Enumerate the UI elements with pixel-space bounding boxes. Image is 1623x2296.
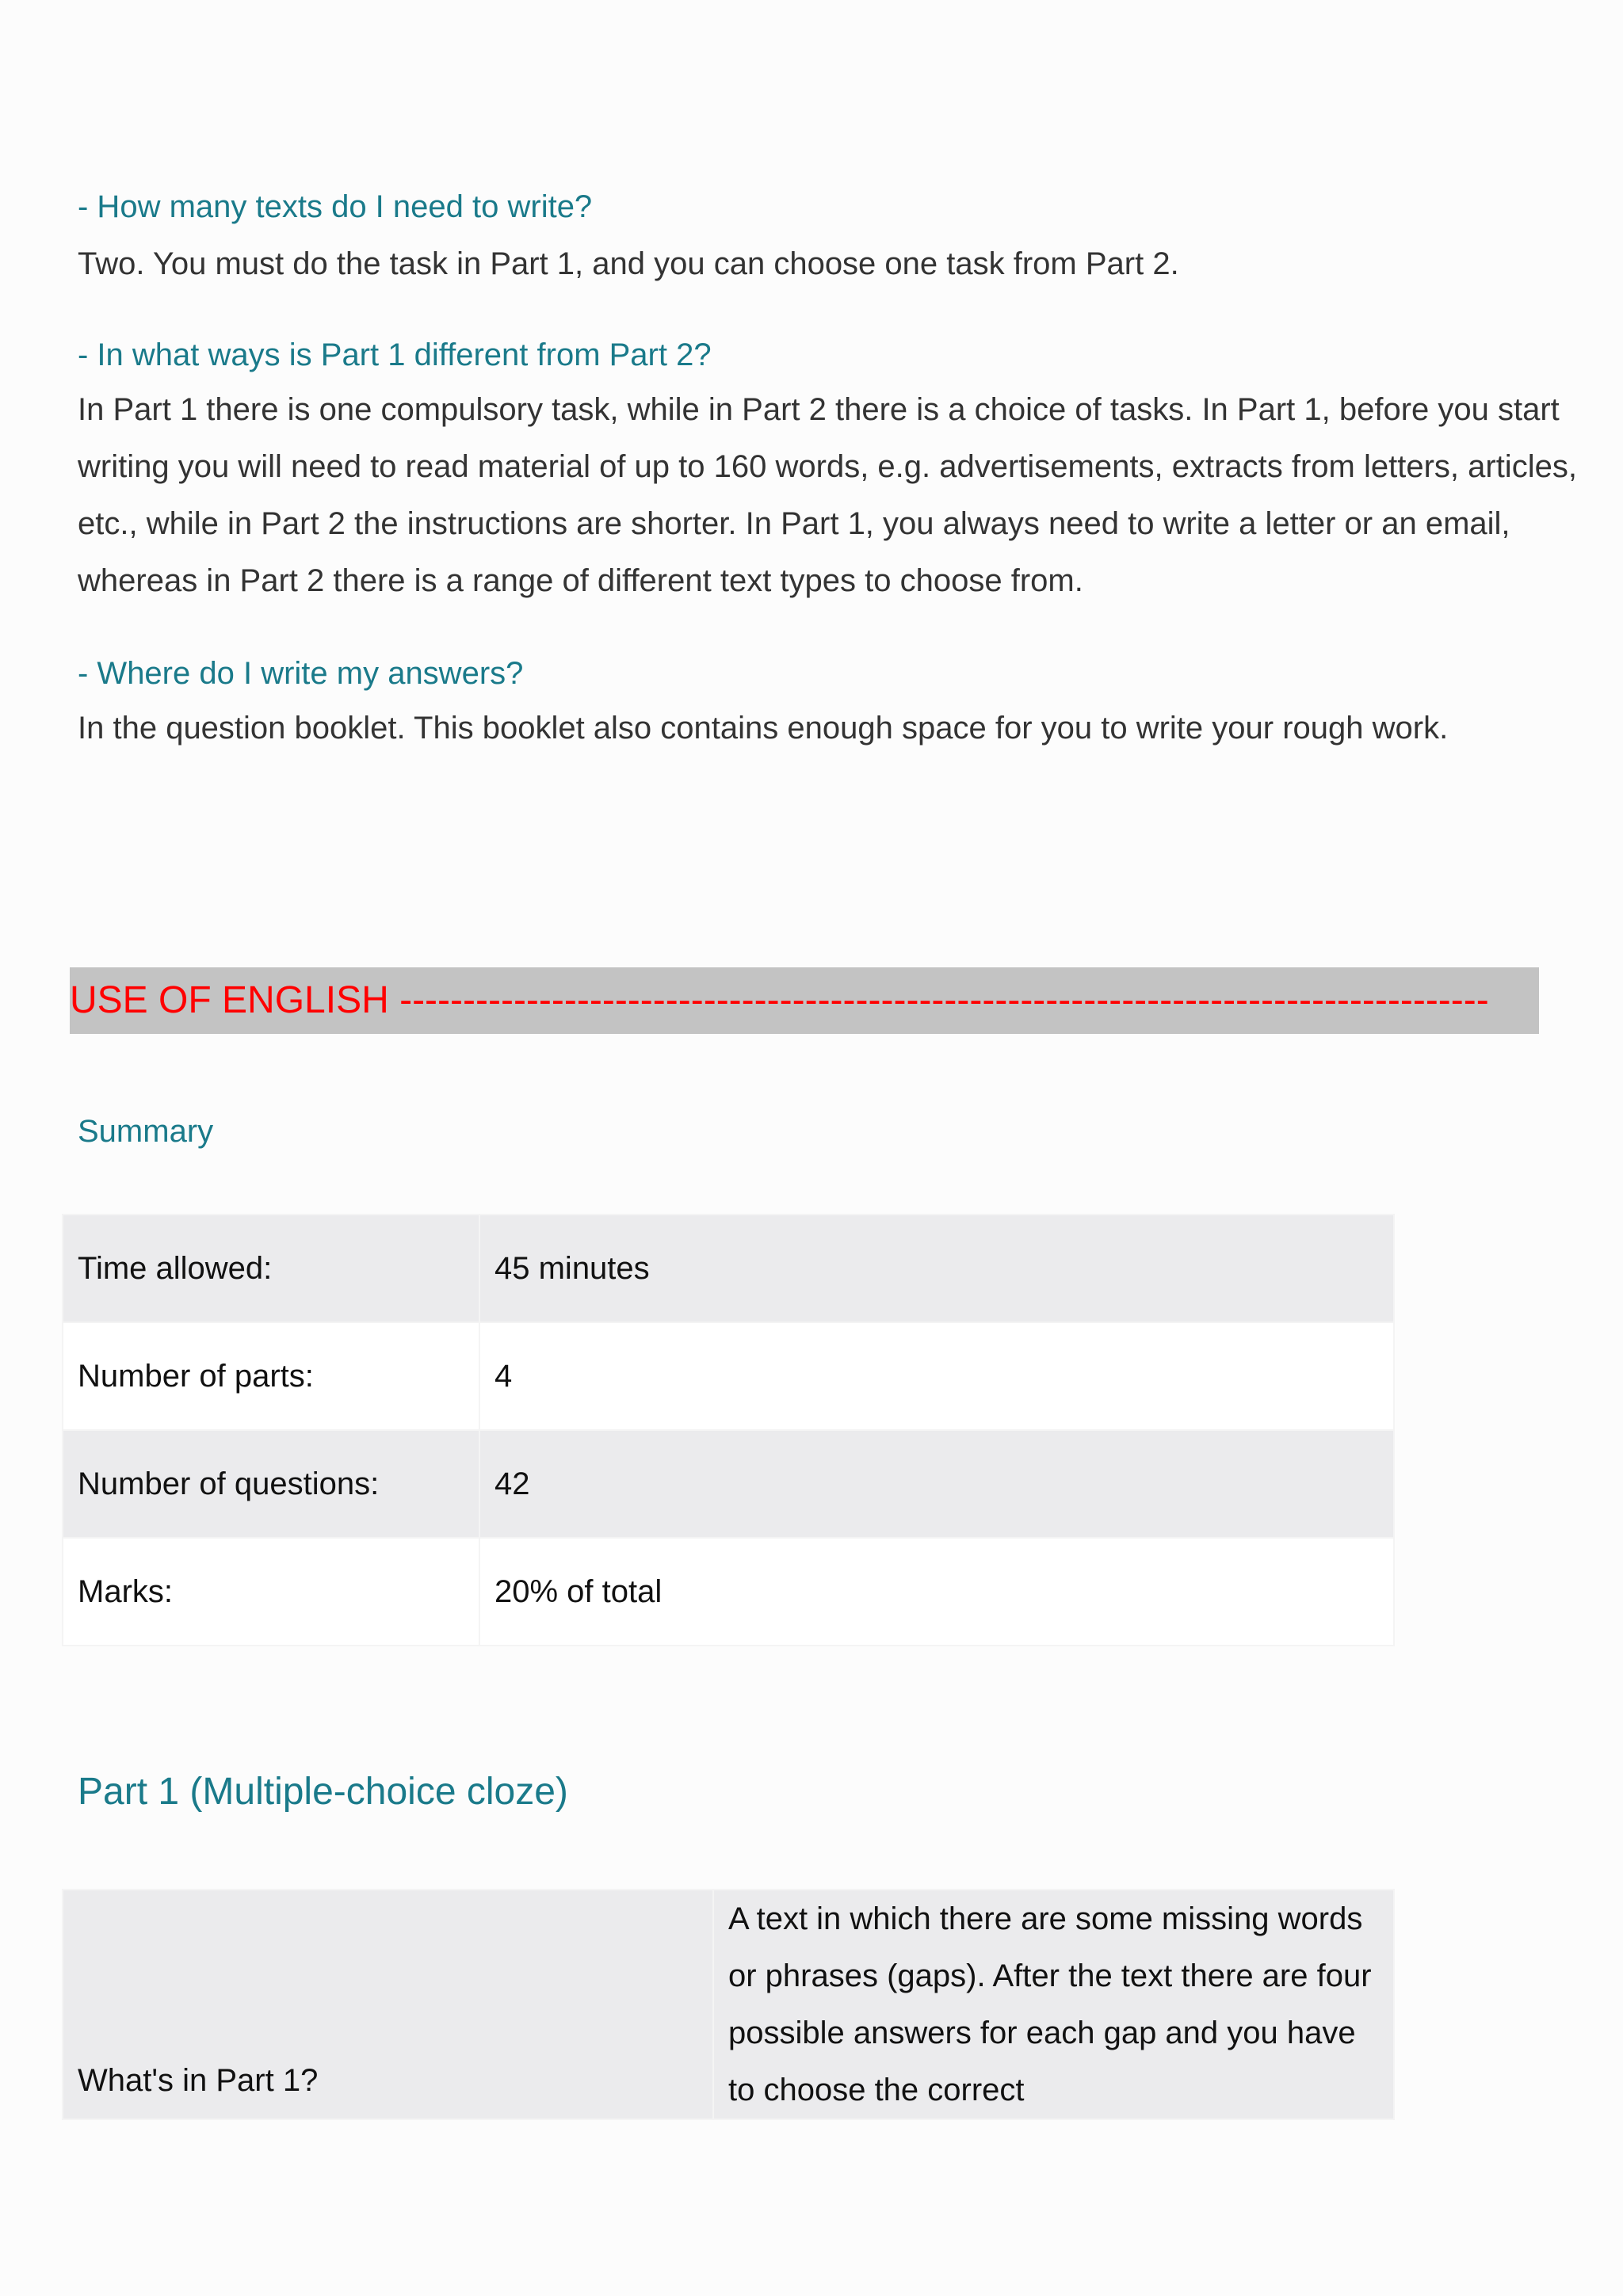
table-row <box>63 1215 1394 1322</box>
faq-question-3: - Where do I write my answers? <box>78 656 524 691</box>
faq-answer-2: In Part 1 there is one compulsory task, while in Part 2 there is a choice of tasks. In Part 1, before you start writing you will need to read material of up to 160 words, e.g. advertisements, extracts from letters, articles, etc., while in Part 2 the instructions are shorter. In Part 1, you always need to write a letter or an email, whereas in Part 2 there is a range of different text types to choose from. <box>78 392 1577 598</box>
faq-answer-1: Two. You must do the task in Part 1, and you can choose one task from Part 2. <box>78 246 1179 281</box>
faq-question-2: - In what ways is Part 1 different from Part 2? <box>78 338 712 372</box>
faq-question-1: - How many texts do I need to write? <box>78 189 593 224</box>
table-cell-value: 4 <box>479 1322 1394 1430</box>
part1-heading: Part 1 (Multiple-choice cloze) <box>78 1771 568 1813</box>
table-row <box>63 1538 1394 1646</box>
table-row <box>63 1890 1394 2119</box>
table-row <box>63 1430 1394 1538</box>
summary-heading: Summary <box>78 1114 214 1149</box>
table-cell-label: Number of questions: <box>63 1430 479 1538</box>
part1-table <box>62 1889 1395 2120</box>
summary-table <box>62 1214 1395 1646</box>
table-cell-value: 45 minutes <box>479 1215 1394 1322</box>
table-cell-value: 42 <box>479 1430 1394 1538</box>
table-cell-value: A text in which there are some missing words or phrases (gaps). After the text there are four possible answers for each gap and you have to choose the correct <box>713 1890 1394 2119</box>
table-cell-label: Marks: <box>63 1538 479 1646</box>
table-row <box>63 1322 1394 1430</box>
table-cell-value: 20% of total <box>479 1538 1394 1646</box>
table-cell-label: Time allowed: <box>63 1215 479 1322</box>
table-cell-label: What's in Part 1? <box>63 1890 713 2119</box>
faq-answer-3: In the question booklet. This booklet also contains enough space for you to write your rough work. <box>78 711 1449 746</box>
table-cell-label: Number of parts: <box>63 1322 479 1430</box>
section-header-use-of-english: USE OF ENGLISH -------------------------------------------------------------------------------------- <box>70 967 1539 1034</box>
